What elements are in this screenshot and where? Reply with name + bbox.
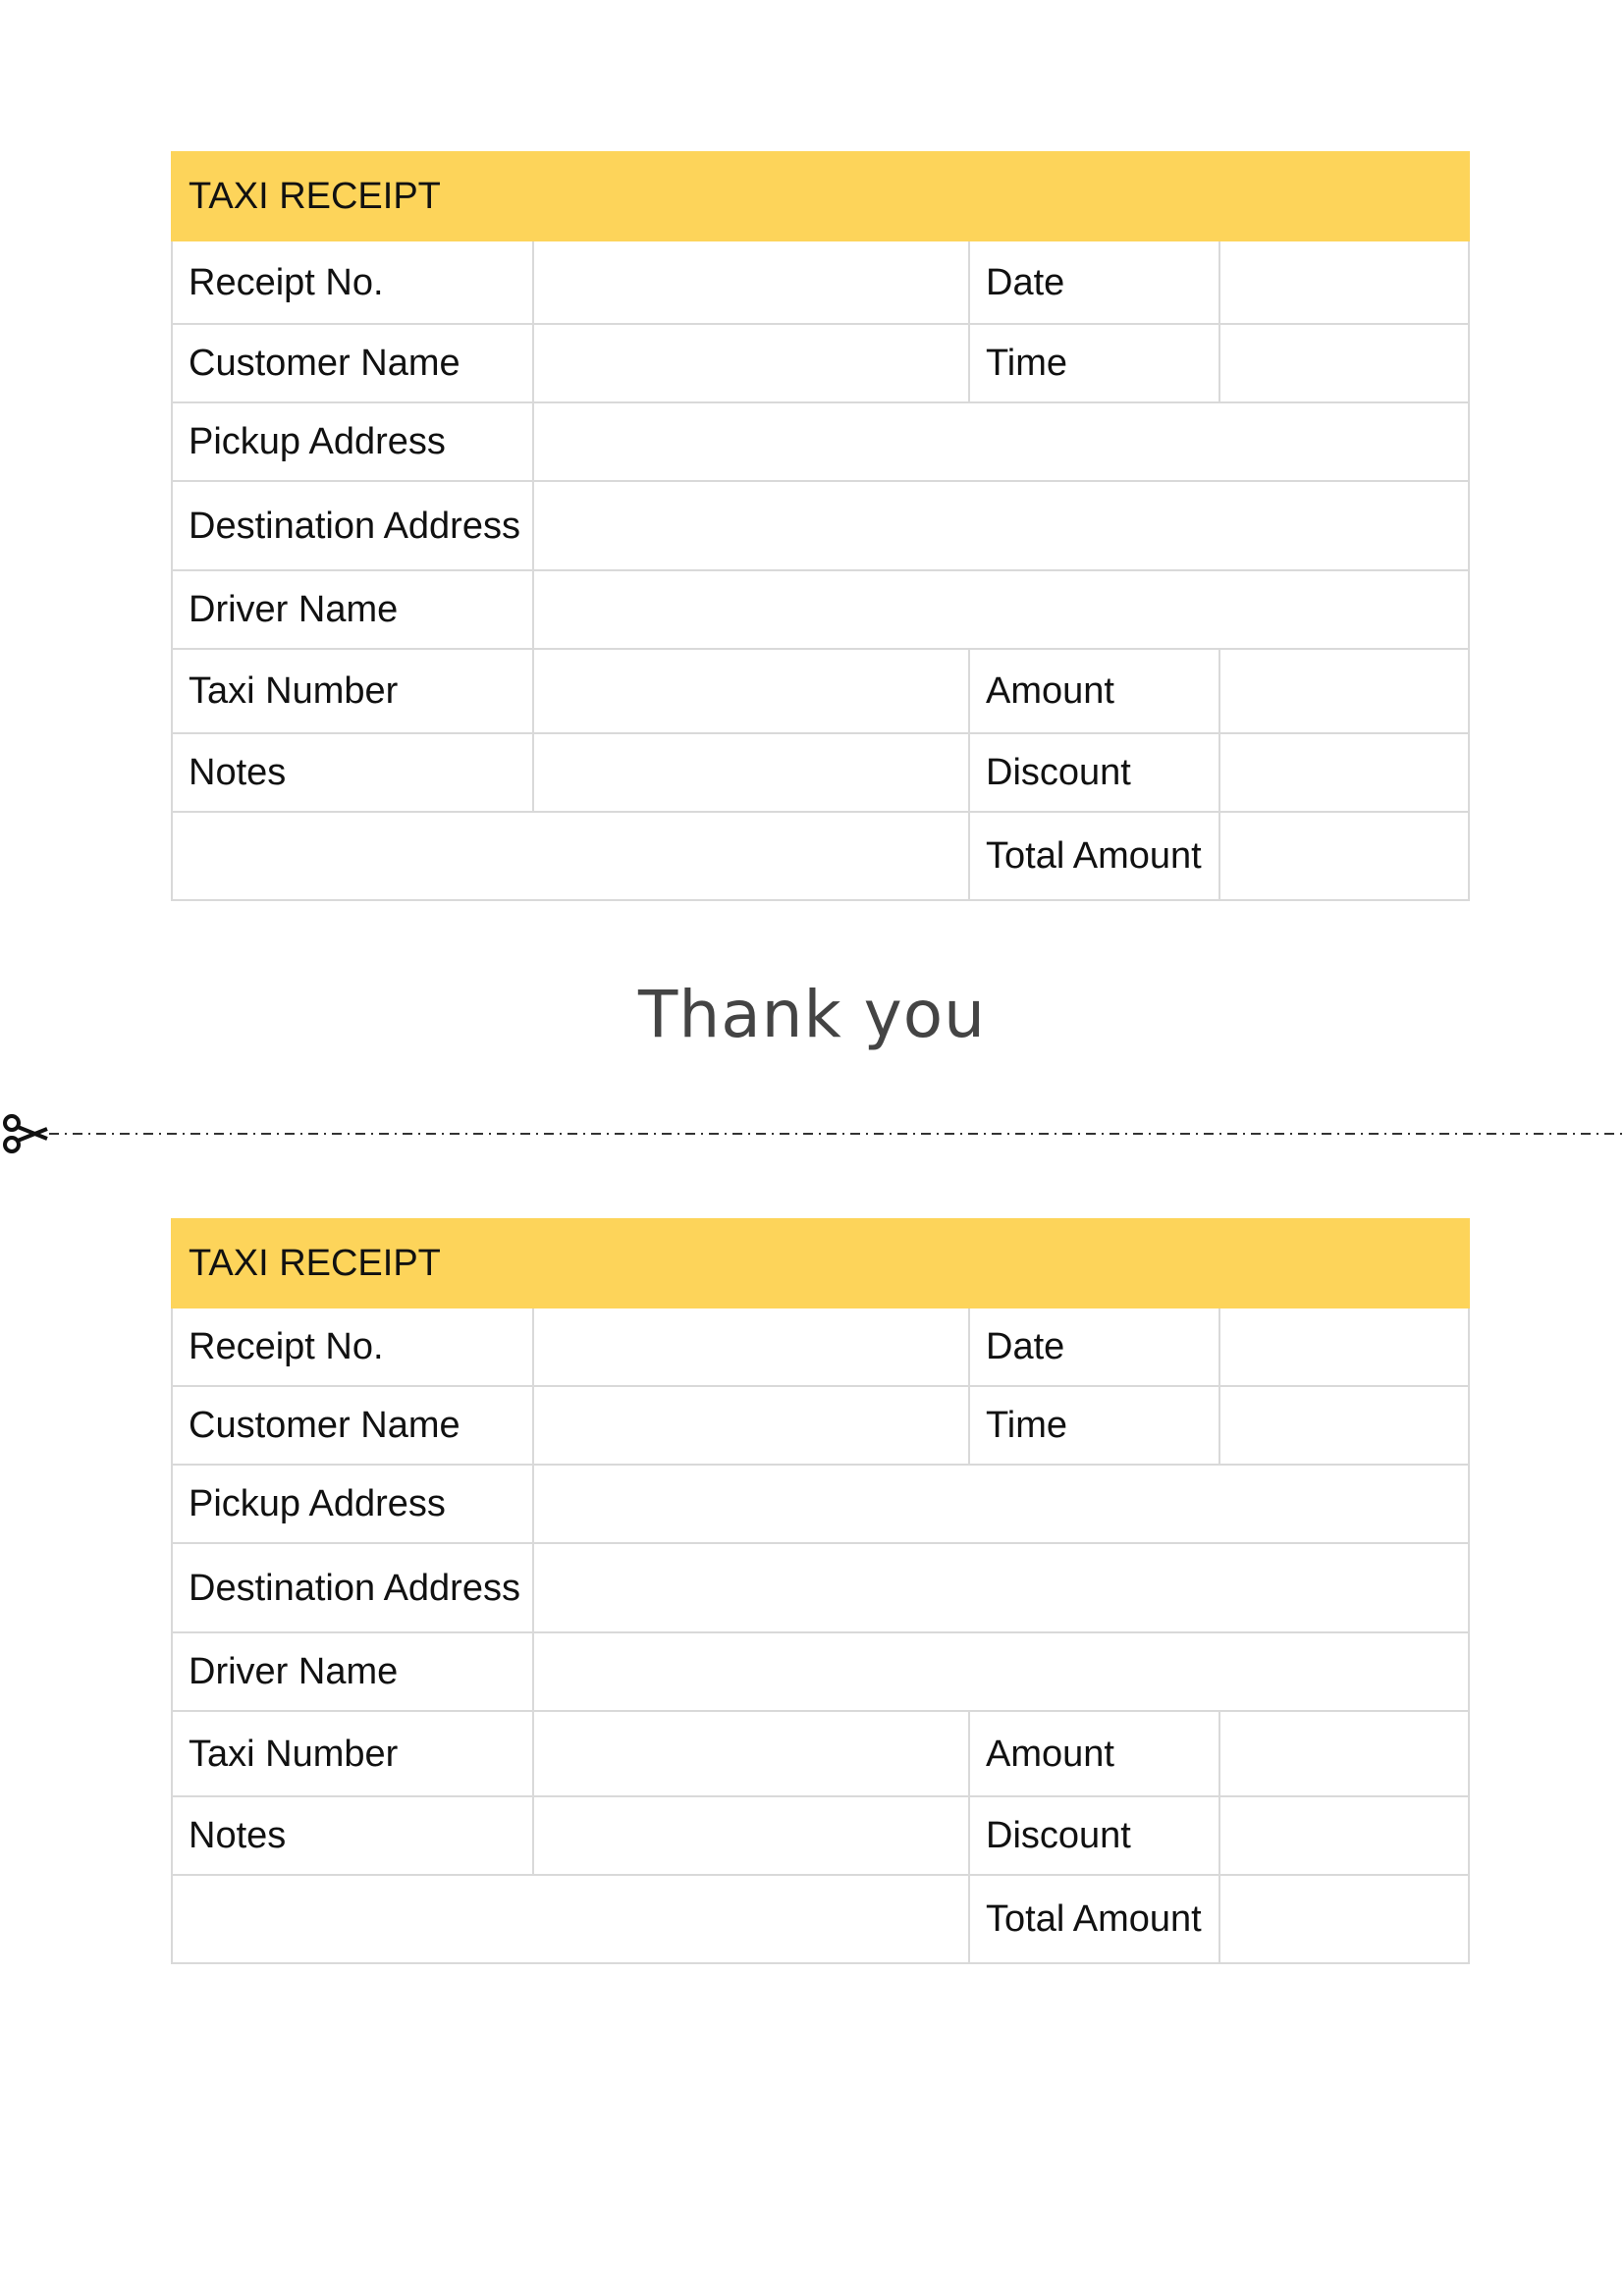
taxi-receipt-2: [171, 1218, 1470, 1964]
total-amount-label: Total Amount: [969, 812, 1219, 900]
pickup-address-label: Pickup Address: [172, 1465, 533, 1543]
driver-name-field[interactable]: [533, 570, 1469, 649]
pickup-address-field[interactable]: [533, 1465, 1469, 1543]
taxi-number-field[interactable]: [533, 649, 969, 733]
customer-name-label: Customer Name: [172, 1386, 533, 1465]
destination-address-label: Destination Address: [172, 481, 533, 570]
taxi-receipt-1: [171, 151, 1470, 901]
amount-field[interactable]: [1219, 1711, 1469, 1796]
discount-label: Discount: [969, 733, 1219, 812]
discount-field[interactable]: [1219, 1796, 1469, 1875]
notes-field[interactable]: [533, 1796, 969, 1875]
taxi-number-label: Taxi Number: [172, 649, 533, 733]
scissors-icon: [5, 1116, 47, 1151]
customer-name-label: Customer Name: [172, 324, 533, 402]
notes-field[interactable]: [533, 733, 969, 812]
blank-cell: [172, 1875, 969, 1963]
thank-you-text: Thank you: [638, 977, 986, 1052]
amount-label: Amount: [969, 649, 1219, 733]
date-field[interactable]: [1219, 1308, 1469, 1386]
receipt-no-label: Receipt No.: [172, 1308, 533, 1386]
amount-field[interactable]: [1219, 649, 1469, 733]
taxi-number-field[interactable]: [533, 1711, 969, 1796]
discount-field[interactable]: [1219, 733, 1469, 812]
driver-name-label: Driver Name: [172, 570, 533, 649]
destination-address-label: Destination Address: [172, 1543, 533, 1632]
receipt-title: TAXI RECEIPT: [172, 152, 1469, 240]
blank-cell: [172, 812, 969, 900]
time-label: Time: [969, 324, 1219, 402]
driver-name-label: Driver Name: [172, 1632, 533, 1711]
notes-label: Notes: [172, 1796, 533, 1875]
total-amount-field[interactable]: [1219, 1875, 1469, 1963]
discount-label: Discount: [969, 1796, 1219, 1875]
receipt-no-field[interactable]: [533, 240, 969, 324]
time-label: Time: [969, 1386, 1219, 1465]
cut-line: [0, 1109, 1624, 1158]
driver-name-field[interactable]: [533, 1632, 1469, 1711]
notes-label: Notes: [172, 733, 533, 812]
pickup-address-field[interactable]: [533, 402, 1469, 481]
receipt-no-field[interactable]: [533, 1308, 969, 1386]
total-amount-field[interactable]: [1219, 812, 1469, 900]
customer-name-field[interactable]: [533, 324, 969, 402]
receipt-title: TAXI RECEIPT: [172, 1219, 1469, 1308]
taxi-number-label: Taxi Number: [172, 1711, 533, 1796]
time-field[interactable]: [1219, 324, 1469, 402]
date-field[interactable]: [1219, 240, 1469, 324]
total-amount-label: Total Amount: [969, 1875, 1219, 1963]
pickup-address-label: Pickup Address: [172, 402, 533, 481]
destination-address-field[interactable]: [533, 481, 1469, 570]
date-label: Date: [969, 1308, 1219, 1386]
time-field[interactable]: [1219, 1386, 1469, 1465]
amount-label: Amount: [969, 1711, 1219, 1796]
receipt-no-label: Receipt No.: [172, 240, 533, 324]
date-label: Date: [969, 240, 1219, 324]
destination-address-field[interactable]: [533, 1543, 1469, 1632]
customer-name-field[interactable]: [533, 1386, 969, 1465]
